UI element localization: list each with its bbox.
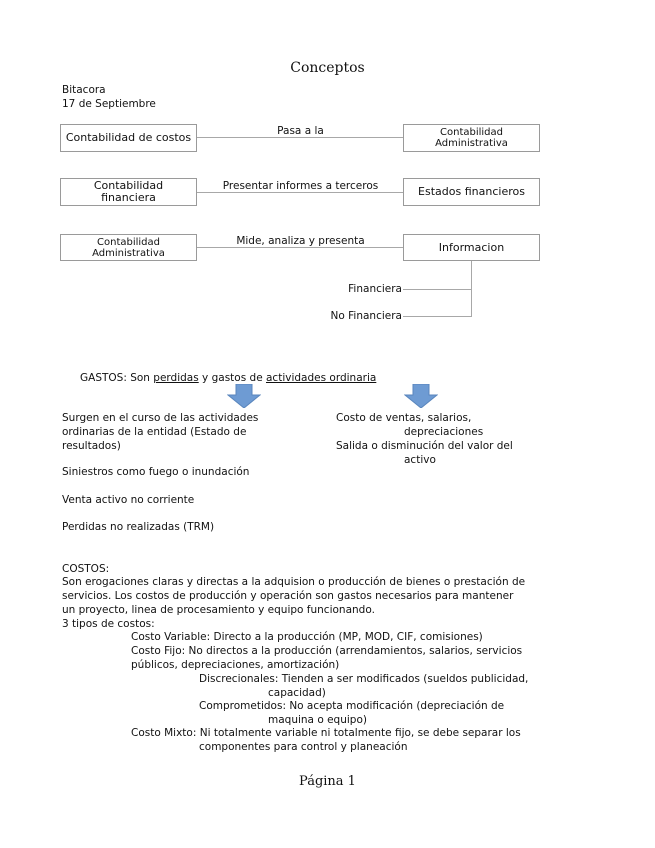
gastos-item: Venta activo no corriente [62, 494, 195, 506]
branch-label: Financiera [348, 283, 402, 295]
doc-type: Bitacora [62, 84, 106, 96]
box-label: Contabilidad financiera [93, 179, 164, 204]
connector-label: Pasa a la [277, 125, 324, 137]
down-arrow-icon [227, 384, 261, 408]
costo-comprometidos: maquina o equipo) [268, 714, 367, 726]
diagram-box-left [60, 124, 197, 152]
doc-date: 17 de Septiembre [62, 98, 156, 110]
gastos-item: Perdidas no realizadas (TRM) [62, 521, 215, 533]
diagram-box-right [403, 124, 540, 152]
costo-comprometidos: Comprometidos: No acepta modificación (depreciación de [199, 700, 505, 712]
gastos-right-item: activo [404, 454, 436, 466]
down-arrow-icon [404, 384, 438, 408]
page-number: Página 1 [299, 774, 356, 789]
gastos-item: Siniestros como fuego o inundación [62, 466, 250, 478]
arrow-shape [405, 384, 437, 408]
branch-line [403, 316, 471, 317]
costo-variable: Costo Variable: Directo a la producción (MP, MOD, CIF, comisiones) [131, 631, 483, 643]
box-label: Estados financieros [418, 185, 525, 198]
diagram-box-left [60, 234, 197, 261]
box-label: Contabilidad de costos [65, 131, 192, 144]
costos-paragraph-line: un proyecto, linea de procesamiento y equipo funcionando. [62, 604, 375, 616]
costo-fijo: públicos, depreciaciones, amortización) [131, 659, 340, 671]
gastos-label: GASTOS: Son [80, 372, 154, 384]
gastos-right-item: Salida o disminución del valor del [336, 440, 513, 452]
diagram-box-right [403, 178, 540, 206]
branch-trunk [471, 261, 472, 317]
box-label: Contabilidad Administrativa [92, 236, 165, 259]
costo-discrecionales: capacidad) [268, 687, 326, 699]
connector-label: Mide, analiza y presenta [236, 235, 365, 247]
gastos-right-item: depreciaciones [404, 426, 484, 438]
costos-types-label: 3 tipos de costos: [62, 618, 155, 630]
gastos-item: resultados) [62, 440, 121, 452]
gastos-item: Surgen en el curso de las actividades [62, 412, 259, 424]
costos-heading: COSTOS: [62, 563, 110, 575]
branch-line [403, 289, 471, 290]
connector-label: Presentar informes a terceros [222, 180, 379, 192]
gastos-term: perdidas [153, 372, 199, 384]
gastos-mid: y gastos de [198, 372, 266, 384]
costo-mixto: componentes para control y planeación [199, 741, 408, 753]
costo-fijo: Costo Fijo: No directos a la producción (arrendamientos, salarios, servicios [131, 645, 523, 657]
gastos-item: ordinarias de la entidad (Estado de [62, 426, 247, 438]
page-title: Conceptos [290, 60, 365, 76]
costos-paragraph-line: Son erogaciones claras y directas a la adquision o producción de bienes o prestación de [62, 576, 526, 588]
diagram-box-left [60, 178, 197, 206]
diagram-box-right [403, 234, 540, 261]
box-label: Contabilidad Administrativa [435, 127, 508, 149]
arrow-shape [228, 384, 260, 408]
gastos-right-item: Costo de ventas, salarios, [336, 412, 472, 424]
gastos-definition [80, 371, 376, 385]
costo-discrecionales: Discrecionales: Tienden a ser modificados (sueldos publicidad, [199, 673, 529, 685]
costos-paragraph-line: servicios. Los costos de producción y operación son gastos necesarios para mantener [62, 590, 514, 602]
box-label: Informacion [438, 240, 505, 254]
gastos-term: actividades ordinaria [266, 372, 377, 384]
branch-label: No Financiera [330, 310, 402, 322]
costo-mixto: Costo Mixto: Ni totalmente variable ni totalmente fijo, se debe separar los [131, 727, 521, 739]
